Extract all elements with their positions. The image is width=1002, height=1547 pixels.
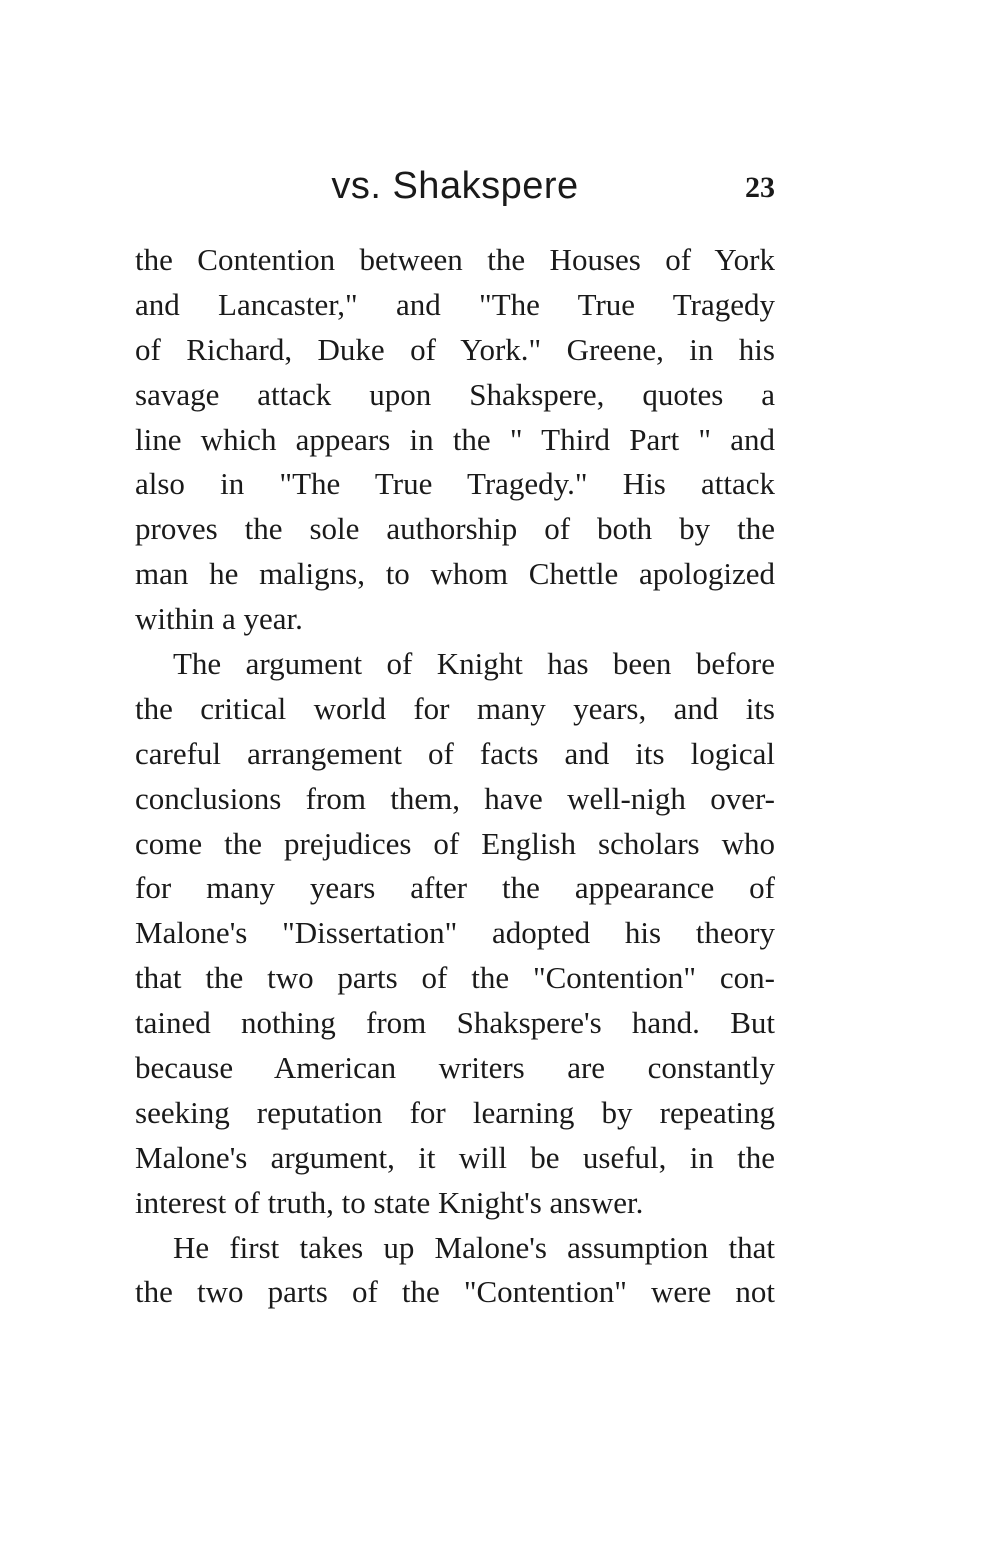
text-line: Malone's argument, it will be useful, in the xyxy=(135,1139,775,1175)
text-line: seeking reputation for learning by repeating xyxy=(135,1094,775,1130)
text-line: because American writers are constantly xyxy=(135,1050,775,1086)
text-line: interest of truth, to state Knight's answer. xyxy=(135,1184,644,1220)
text-line: for many years after the appearance of xyxy=(135,870,775,906)
text-line: conclusions from them, have well-nigh over- xyxy=(135,780,775,816)
text-line: line which appears in the " Third Part " and xyxy=(135,421,775,457)
text-line: savage attack upon Shakspere, quotes a xyxy=(135,376,775,412)
text-line: and Lancaster," and "The True Tragedy xyxy=(135,286,775,322)
running-head xyxy=(135,160,775,220)
text-line: man he maligns, to whom Chettle apologized xyxy=(135,556,775,592)
page-number: 23 xyxy=(745,171,775,204)
text-line: come the prejudices of English scholars who xyxy=(135,825,775,861)
text-line: Malone's "Dissertation" adopted his theory xyxy=(135,915,775,951)
body-text xyxy=(135,238,775,1315)
text-line: also in "The True Tragedy." His attack xyxy=(135,466,775,502)
text-line: He first takes up Malone's assumption that xyxy=(173,1229,775,1265)
text-line: that the two parts of the "Contention" con- xyxy=(135,960,775,996)
text-line: the Contention between the Houses of York xyxy=(135,242,775,277)
text-line: tained nothing from Shakspere's hand. But xyxy=(135,1005,775,1041)
text-line: the two parts of the "Contention" were not xyxy=(135,1274,775,1310)
text-line: proves the sole authorship of both by the xyxy=(135,511,775,547)
running-title: vs. Shakspere xyxy=(331,165,579,207)
text-line: careful arrangement of facts and its logical xyxy=(135,735,775,771)
text-line: within a year. xyxy=(135,601,303,637)
text-line: The argument of Knight has been before xyxy=(173,646,775,682)
text-line: of Richard, Duke of York." Greene, in his xyxy=(135,331,775,367)
text-line: the critical world for many years, and its xyxy=(135,690,775,726)
